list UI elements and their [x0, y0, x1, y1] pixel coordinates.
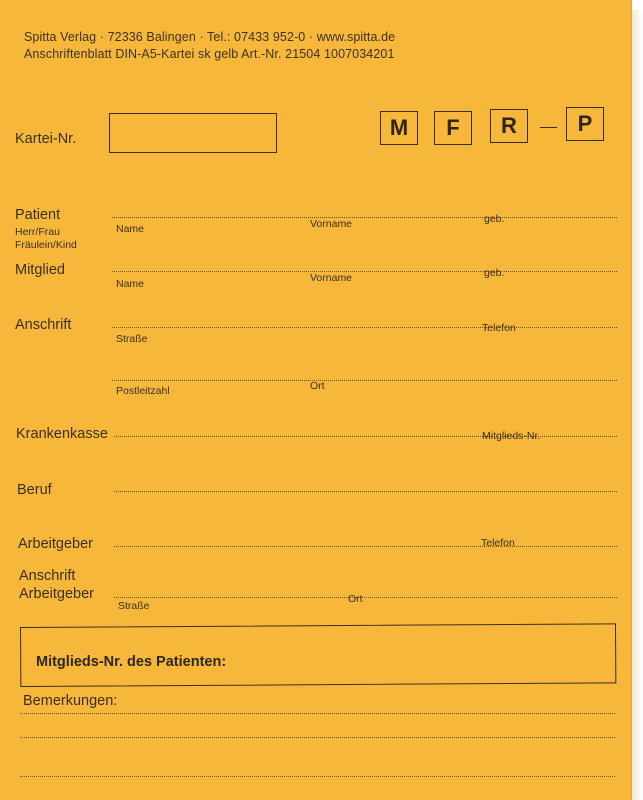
patient-name-caption: Name	[116, 223, 145, 235]
kartei-nr-field[interactable]	[109, 113, 277, 153]
mitglied-name-caption: Name	[116, 278, 145, 290]
patient-line[interactable]	[112, 217, 617, 218]
patient-vorname-caption: Vorname	[310, 218, 353, 230]
mitglied-vorname-caption: Vorname	[310, 272, 353, 284]
patient-label: Patient	[15, 207, 61, 223]
bemerkungen-label: Bemerkungen:	[23, 693, 118, 709]
category-box-m[interactable]: M	[380, 111, 418, 145]
patient-geb-caption: geb.	[484, 213, 505, 225]
anschrift-arbeitgeber-label-1: Anschrift	[19, 568, 76, 584]
mitglieds-nr-patient-label: Mitglieds-Nr. des Patienten:	[36, 654, 227, 670]
category-dash	[540, 127, 557, 128]
category-box-p[interactable]: P	[566, 107, 604, 141]
category-box-f[interactable]: F	[434, 111, 472, 145]
krankenkasse-line[interactable]	[114, 436, 617, 437]
anschrift-strasse-caption: Straße	[116, 333, 148, 345]
krankenkasse-mitglieds-nr-caption: Mitglieds-Nr.	[482, 430, 541, 442]
anschrift-telefon-caption: Telefon	[482, 322, 516, 334]
arbeitgeber-label: Arbeitgeber	[18, 536, 93, 552]
patient-sublabel-fraeulein-kind: Fräulein/Kind	[15, 239, 77, 251]
card-stack-edge	[632, 10, 643, 800]
background-corner	[632, 0, 643, 10]
publisher-line: Spitta Verlag · 72336 Balingen · Tel.: 07433 952-0 · www.spitta.de	[24, 30, 396, 44]
beruf-label: Beruf	[17, 482, 52, 498]
arbeitgeber-line[interactable]	[114, 546, 617, 547]
bemerkungen-line-1[interactable]	[20, 713, 615, 714]
anschrift-city-line[interactable]	[112, 380, 617, 381]
anschrift-street-line[interactable]	[112, 327, 617, 328]
anschrift-arbeitgeber-line[interactable]	[114, 597, 617, 598]
mitglied-geb-caption: geb.	[484, 267, 505, 279]
category-box-r[interactable]: R	[490, 109, 528, 143]
article-line: Anschriftenblatt DIN-A5-Kartei sk gelb Art.-Nr. 21504 1007034201	[24, 47, 395, 61]
mitglied-line[interactable]	[112, 271, 617, 272]
bemerkungen-line-3[interactable]	[20, 776, 615, 777]
mitglied-label: Mitglied	[15, 262, 65, 278]
anschrift-ort-caption: Ort	[310, 380, 325, 392]
bemerkungen-line-2[interactable]	[20, 737, 615, 738]
krankenkasse-label: Krankenkasse	[16, 426, 108, 442]
kartei-nr-label: Kartei-Nr.	[15, 131, 77, 147]
anschrift-arbeitgeber-strasse-caption: Straße	[118, 600, 150, 612]
arbeitgeber-telefon-caption: Telefon	[481, 537, 515, 549]
patient-sublabel-herr-frau: Herr/Frau	[15, 226, 60, 238]
beruf-line[interactable]	[114, 491, 617, 492]
anschrift-arbeitgeber-label-2: Arbeitgeber	[19, 586, 94, 602]
anschrift-plz-caption: Postleitzahl	[116, 385, 170, 397]
anschrift-arbeitgeber-ort-caption: Ort	[348, 593, 363, 605]
anschrift-label: Anschrift	[15, 317, 72, 333]
